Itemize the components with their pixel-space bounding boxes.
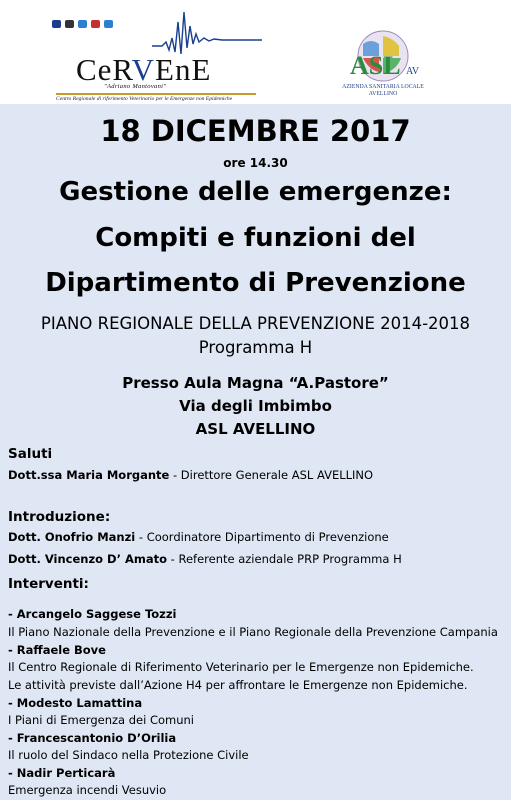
introduzione-entry — [8, 552, 402, 566]
speaker-name: - Raffaele Bove — [8, 643, 106, 657]
saluti-entry — [8, 468, 373, 482]
asl-avellino-logo — [338, 28, 428, 102]
asl-caption — [338, 84, 428, 98]
intervento-topic: Il ruolo del Sindaco nella Protezione Civile — [8, 748, 249, 762]
programme: Programma H — [198, 338, 313, 357]
svg-text:ASL: ASL — [350, 51, 401, 80]
speaker-name: - Arcangelo Saggese Tozzi — [8, 607, 177, 621]
speaker-name: Dott. Onofrio Manzi — [8, 530, 136, 544]
speaker-name: Dott. Vincenzo D’ Amato — [8, 552, 168, 566]
speaker-role: - Direttore Generale ASL AVELLINO — [169, 468, 374, 482]
saluti-heading: Saluti — [8, 446, 53, 462]
intervento-topic: Il Centro Regionale di Riferimento Veterinario per le Emergenze non Epidemiche. — [8, 660, 474, 674]
partner-icon-4 — [91, 20, 100, 28]
brand-description: Centro Regionale di riferimento Veterinario per le Emergenze non Epidemiche — [56, 96, 233, 102]
intervento-speaker — [8, 766, 115, 780]
intervento-topic: Il Piano Nazionale della Prevenzione e il Piano Regionale della Prevenzione Campania — [8, 625, 498, 639]
speaker-name: - Nadir Perticarà — [8, 766, 116, 780]
cervene-logo — [52, 8, 262, 100]
header — [0, 0, 511, 104]
asl-caption-line-1: AZIENDA SANITARIA LOCALE — [342, 84, 424, 90]
prevention-plan: PIANO REGIONALE DELLA PREVENZIONE 2014-2018 — [40, 314, 471, 333]
intervento-speaker — [8, 607, 177, 621]
intervento-speaker — [8, 696, 142, 710]
speaker-role: - Referente aziendale PRP Programma H — [167, 552, 402, 566]
venue-organization: ASL AVELLINO — [195, 420, 316, 438]
speaker-role: - Coordinatore Dipartimento di Prevenzione — [135, 530, 389, 544]
event-date: 18 DICEMBRE 2017 — [100, 114, 411, 148]
intervento-topic: Emergenza incendi Vesuvio — [8, 783, 167, 797]
event-title-line-1: Gestione delle emergenze: — [59, 177, 452, 207]
intervento-topic: Le attività previste dall’Azione H4 per affrontare le Emergenze non Epidemiche. — [8, 678, 468, 692]
svg-text:AV: AV — [406, 66, 420, 77]
interventi-heading: Interventi: — [8, 576, 89, 592]
partner-icon-5 — [104, 20, 113, 28]
event-title-line-2: Compiti e funzioni del — [95, 223, 416, 253]
partner-icon-3 — [78, 20, 87, 28]
asl-puzzle-globe-icon — [338, 28, 428, 84]
brand-part-2: V — [131, 52, 156, 87]
brand-subtitle: "Adriano Mantovani" — [104, 83, 167, 90]
introduzione-heading: Introduzione: — [8, 509, 111, 525]
event-time: ore 14.30 — [223, 156, 288, 170]
intervento-topic: I Piani di Emergenza dei Comuni — [8, 713, 194, 727]
speaker-name: Dott.ssa Maria Morgante — [8, 468, 170, 482]
partner-icon-2 — [65, 20, 74, 28]
brand-underline — [56, 93, 256, 95]
speaker-name: - Modesto Lamattina — [8, 696, 143, 710]
event-panel — [0, 104, 511, 800]
introduzione-entry — [8, 530, 389, 544]
intervento-speaker — [8, 643, 106, 657]
partner-icon-1 — [52, 20, 61, 28]
venue-street: Via degli Imbimbo — [179, 397, 332, 415]
speaker-name: - Francescantonio D’Orilia — [8, 731, 177, 745]
seismograph-wave-icon — [152, 8, 262, 54]
brand-part-1: CeR — [76, 52, 132, 87]
brand-part-3: EnE — [155, 52, 212, 87]
partner-icons — [52, 20, 113, 28]
asl-caption-line-2: AVELLINO — [368, 91, 398, 97]
intervento-speaker — [8, 731, 176, 745]
venue-hall: Presso Aula Magna “A.Pastore” — [122, 374, 389, 392]
event-title-line-3: Dipartimento di Prevenzione — [45, 268, 466, 298]
